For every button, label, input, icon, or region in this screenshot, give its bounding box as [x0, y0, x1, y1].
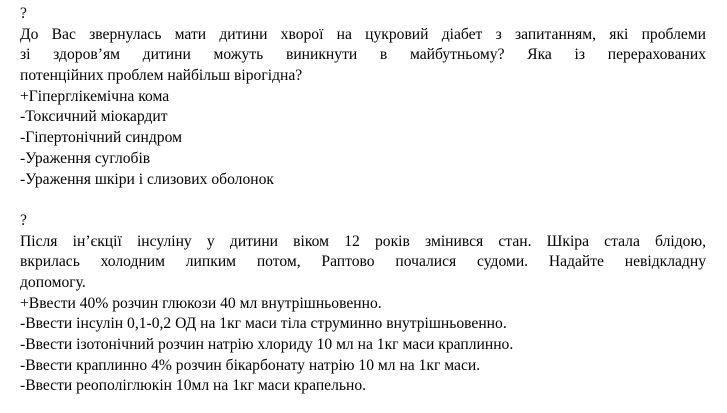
- question-text-line: допомогу.: [20, 273, 86, 291]
- paragraph-spacer: [20, 190, 706, 211]
- answer-option: -Ввести краплинно 4% розчин бікарбонату натрію 10 мл на 1кг маси.: [20, 356, 481, 374]
- question-text-line: До Вас звернулась мати дитини хворої на цукровий діабет з запитанням, які проблеми: [20, 25, 706, 43]
- document-body: [20, 4, 706, 397]
- answer-option: -Ввести інсулін 0,1-0,2 ОД на 1кг маси тіла струминно внутрішньовенно.: [20, 315, 507, 333]
- question-text-line: потенційних проблем найбільш вірогідна?: [20, 67, 303, 85]
- answer-option-correct: +Ввести 40% розчин глюкози 40 мл внутрішньовенно.: [20, 294, 382, 312]
- answer-option: -Ввести ізотонічний розчин натрію хлориду 10 мл на 1кг маси краплинно.: [20, 336, 514, 353]
- answer-option: -Токсичний міокардит: [20, 108, 168, 126]
- answer-option: -Ввести реополіглюкін 10мл на 1кг маси крапельно.: [20, 377, 367, 395]
- question-marker: ?: [20, 211, 27, 229]
- question-text-line: Після ін’єкції інсуліну у дитини віком 12 років змінився стан. Шкіра стала блідою,: [20, 232, 706, 250]
- answer-option: -Гіпертонічний синдром: [20, 129, 182, 147]
- answer-option: -Ураження шкіри і слизових оболонок: [20, 170, 274, 188]
- question-text-line: вкрилась холодним липким потом, Раптово почалися судоми. Надайте невідкладну: [20, 253, 706, 271]
- question-text-line: зі здоров’ям дитини можуть виникнути в майбутньому? Яка із перерахованих: [20, 46, 706, 64]
- question-marker: ?: [20, 5, 27, 22]
- question-block: [20, 4, 706, 190]
- question-block: [20, 211, 706, 397]
- answer-option-correct: +Гіперглікемічна кома: [20, 87, 170, 105]
- answer-option: -Ураження суглобів: [20, 149, 151, 167]
